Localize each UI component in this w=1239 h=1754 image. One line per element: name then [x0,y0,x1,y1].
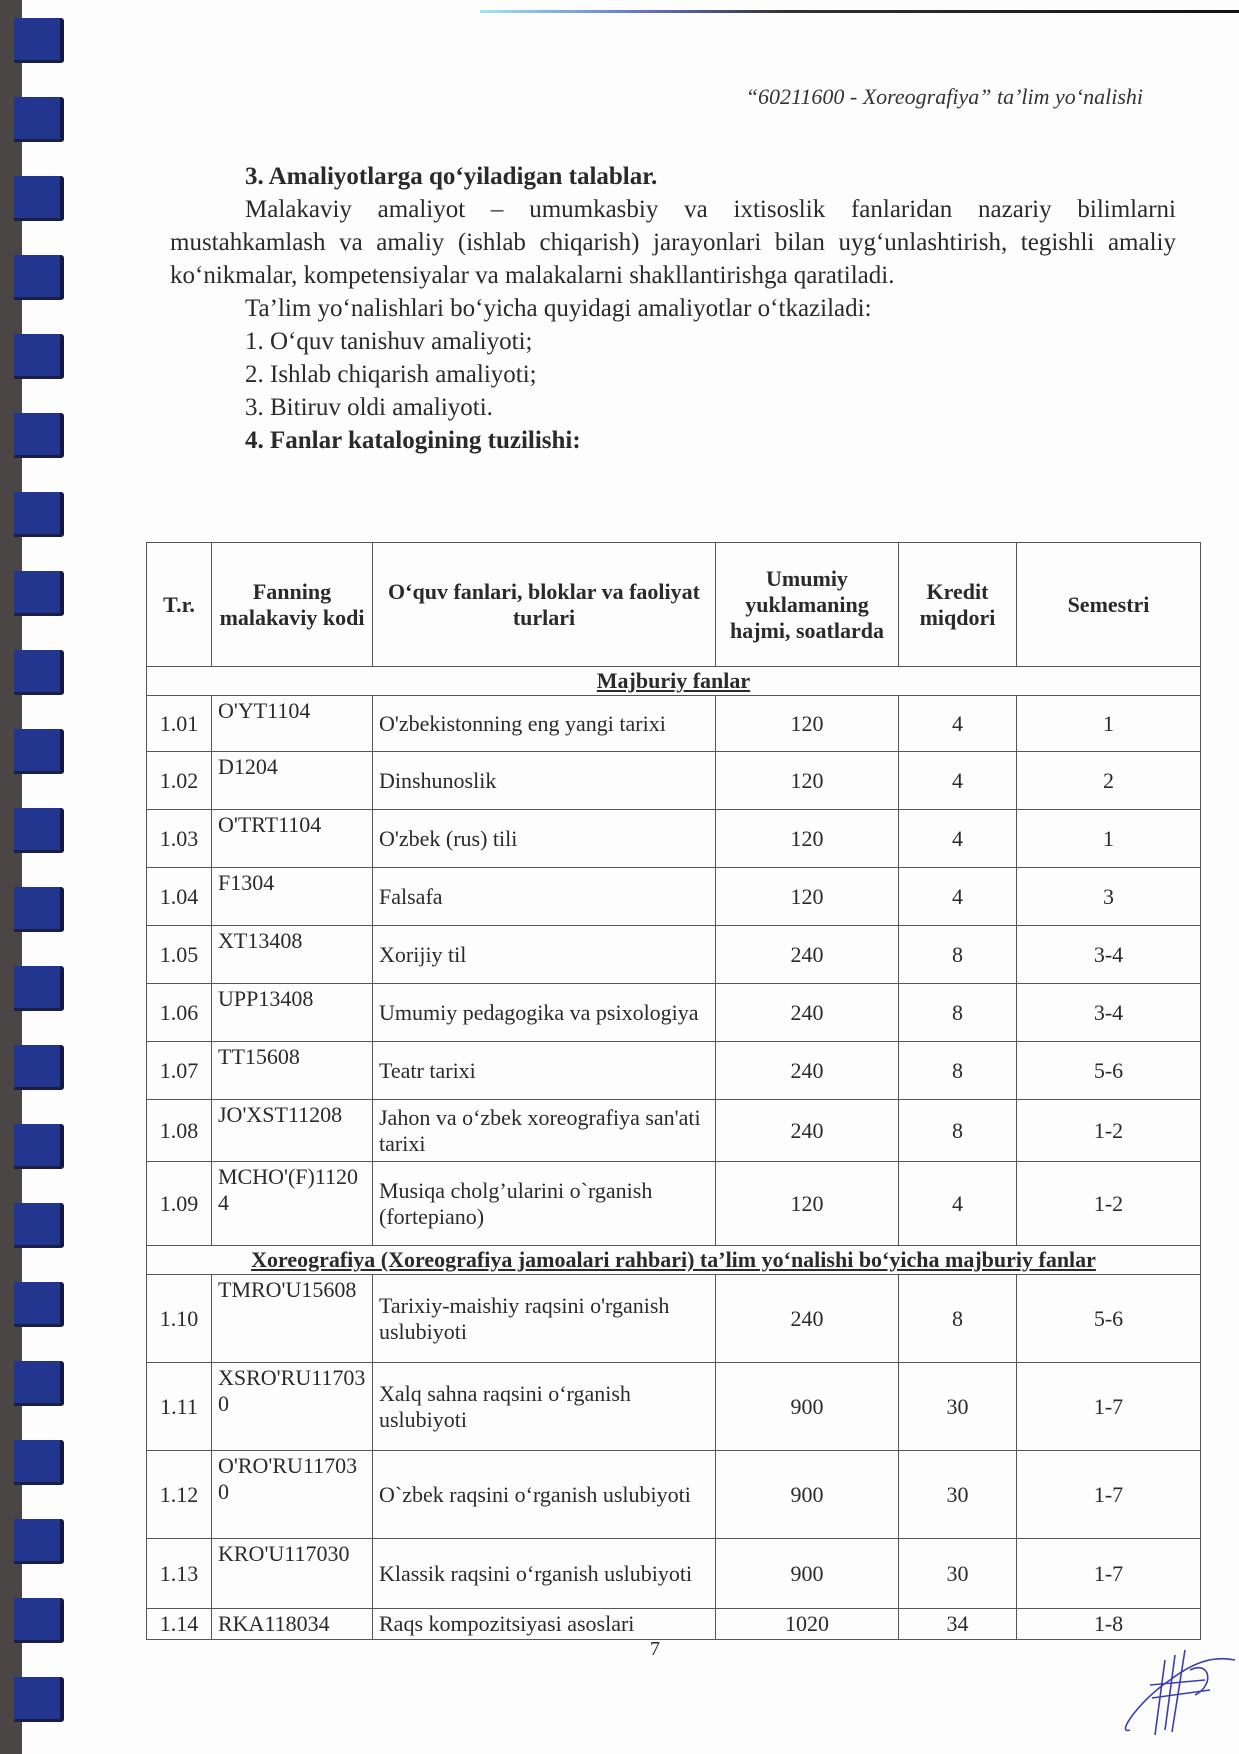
table-row [147,1100,1201,1162]
cell-hours: 1020 [716,1609,899,1640]
cell-credits: 8 [899,1042,1017,1100]
cell-code: O'RO'RU117030 [212,1451,373,1539]
cell-code: TT15608 [212,1042,373,1100]
binding-ring [14,808,64,853]
cell-credits: 8 [899,926,1017,984]
cell-code: KRO'U117030 [212,1539,373,1609]
table-row [147,1539,1201,1609]
cell-semester: 1 [1017,810,1201,868]
table-row [147,1609,1201,1640]
practice-intro: Ta’lim yo‘nalishlari bo‘yicha quyidagi amaliyotlar o‘tkaziladi: [245,295,872,322]
cell-credits: 4 [899,1162,1017,1246]
binding-ring [14,334,64,379]
cell-semester: 1-7 [1017,1363,1201,1451]
cell-hours: 240 [716,1100,899,1162]
table-header-row [147,543,1201,667]
cell-code: XSRO'RU117030 [212,1363,373,1451]
binding-ring [14,413,64,458]
cell-number: 1.05 [147,926,212,984]
header-hours: Umumiy yuklamaning hajmi, soatlarda [716,543,899,667]
subject-catalog-table-wrapper [146,542,1201,1640]
cell-credits: 4 [899,696,1017,752]
binding-ring [14,966,64,1011]
binding-ring [14,729,64,774]
binding-ring [14,18,64,63]
cell-code: O'TRT1104 [212,810,373,868]
header-tr: T.r. [147,543,212,667]
cell-semester: 1-7 [1017,1451,1201,1539]
cell-credits: 8 [899,984,1017,1042]
cell-credits: 30 [899,1539,1017,1609]
cell-credits: 8 [899,1275,1017,1363]
cell-semester: 2 [1017,752,1201,810]
cell-number: 1.11 [147,1363,212,1451]
cell-semester: 1-8 [1017,1609,1201,1640]
section-4-heading: 4. Fanlar katalogining tuzilishi: [245,427,581,454]
cell-number: 1.09 [147,1162,212,1246]
cell-number: 1.03 [147,810,212,868]
binding-ring [14,1203,64,1248]
header-semester: Semestri [1017,543,1201,667]
cell-code: TMRO'U15608 [212,1275,373,1363]
cell-semester: 5-6 [1017,1042,1201,1100]
cell-subject: Falsafa [373,868,716,926]
binding-ring [14,1519,64,1564]
cell-subject: Umumiy pedagogika va psixologiya [373,984,716,1042]
binding-ring [14,97,64,142]
binding-ring [14,1440,64,1485]
cell-subject: Xorijiy til [373,926,716,984]
binding-ring [14,492,64,537]
practice-item: 3. Bitiruv oldi amaliyoti. [245,394,493,421]
subject-catalog-table [146,542,1201,1640]
header-subject: O‘quv fanlari, bloklar va faoliyat turlari [373,543,716,667]
table-row [147,752,1201,810]
cell-hours: 240 [716,1042,899,1100]
section-row [147,667,1201,696]
binding-ring [14,650,64,695]
cell-hours: 240 [716,984,899,1042]
cell-subject: O'zbekistonning eng yangi tarixi [373,696,716,752]
top-rule-line [480,10,1239,13]
section-title: Xoreografiya (Xoreografiya jamoalari rahbari) ta’lim yo‘nalishi bo‘yicha majburiy fanlar [251,1247,1096,1272]
table-row [147,1162,1201,1246]
cell-hours: 900 [716,1363,899,1451]
page-number: 7 [650,1638,660,1660]
table-row [147,926,1201,984]
cell-code: F1304 [212,868,373,926]
cell-number: 1.10 [147,1275,212,1363]
table-row [147,1042,1201,1100]
cell-semester: 1 [1017,696,1201,752]
cell-hours: 120 [716,752,899,810]
cell-semester: 1-7 [1017,1539,1201,1609]
spiral-binding [0,0,60,1754]
cell-number: 1.01 [147,696,212,752]
cell-subject: Dinshunoslik [373,752,716,810]
binding-ring [14,571,64,616]
cell-hours: 900 [716,1451,899,1539]
cell-code: JO'XST11208 [212,1100,373,1162]
cell-semester: 1-2 [1017,1162,1201,1246]
signature-icon [1110,1640,1239,1740]
cell-number: 1.12 [147,1451,212,1539]
cell-hours: 240 [716,926,899,984]
cell-number: 1.08 [147,1100,212,1162]
cell-subject: O'zbek (rus) tili [373,810,716,868]
practice-item: 2. Ishlab chiqarish amaliyoti; [245,361,537,388]
cell-number: 1.13 [147,1539,212,1609]
table-row [147,696,1201,752]
cell-subject: Teatr tarixi [373,1042,716,1100]
binding-ring [14,1124,64,1169]
binding-ring [14,176,64,221]
table-row [147,868,1201,926]
section-title-cell [147,1246,1201,1275]
cell-subject: Tarixiy-maishiy raqsini o'rganish uslubiyoti [373,1275,716,1363]
table-row [147,1451,1201,1539]
section-3-heading: 3. Amaliyotlarga qo‘yiladigan talablar. [245,163,658,190]
cell-code: D1204 [212,752,373,810]
cell-subject: Xalq sahna raqsini o‘rganish uslubiyoti [373,1363,716,1451]
cell-hours: 120 [716,868,899,926]
cell-subject: Klassik raqsini o‘rganish uslubiyoti [373,1539,716,1609]
cell-credits: 4 [899,810,1017,868]
cell-subject: Musiqa cholg’ularini o`rganish (fortepiano) [373,1162,716,1246]
header-code: Fanning malakaviy kodi [212,543,373,667]
binding-ring [14,1361,64,1406]
cell-credits: 8 [899,1100,1017,1162]
section-title: Majburiy fanlar [596,668,751,693]
cell-subject: Jahon va o‘zbek xoreografiya san'ati tarixi [373,1100,716,1162]
table-row [147,810,1201,868]
cell-credits: 34 [899,1609,1017,1640]
cell-hours: 120 [716,810,899,868]
practice-item: 1. O‘quv tanishuv amaliyoti; [245,328,533,355]
binding-ring [14,1045,64,1090]
cell-semester: 3 [1017,868,1201,926]
cell-hours: 240 [716,1275,899,1363]
section-title-cell [147,667,1201,696]
binding-ring [14,1282,64,1327]
cell-number: 1.04 [147,868,212,926]
binding-ring [14,1677,64,1722]
cell-number: 1.14 [147,1609,212,1640]
cell-semester: 3-4 [1017,984,1201,1042]
cell-credits: 4 [899,752,1017,810]
cell-subject: O`zbek raqsini o‘rganish uslubiyoti [373,1451,716,1539]
cell-code: UPP13408 [212,984,373,1042]
cell-credits: 30 [899,1363,1017,1451]
binding-ring [14,1598,64,1643]
cell-code: XT13408 [212,926,373,984]
cell-code: RKA118034 [212,1609,373,1640]
cell-number: 1.02 [147,752,212,810]
cell-hours: 900 [716,1539,899,1609]
cell-code: MCHO'(F)11204 [212,1162,373,1246]
cell-hours: 120 [716,696,899,752]
cell-number: 1.06 [147,984,212,1042]
running-header: “60211600 - Xoreografiya” ta’lim yo‘nalishi [745,84,1143,109]
cell-hours: 120 [716,1162,899,1246]
section-3-paragraph: Malakaviy amaliyot – umumkasbiy va ixtisoslik fanlaridan nazariy bilimlarni mustahkamlash va amaliy (ishlab chiqarish) jarayonlari bilan uyg‘unlashtirish, tegishli amaliy ko‘nikmalar, kompetensiyalar va malakalarni shakllantirishga qaratiladi. [170,196,1176,289]
table-row [147,984,1201,1042]
cell-semester: 3-4 [1017,926,1201,984]
cell-credits: 4 [899,868,1017,926]
table-row [147,1275,1201,1363]
cell-semester: 1-2 [1017,1100,1201,1162]
body-text [170,160,1176,457]
cell-semester: 5-6 [1017,1275,1201,1363]
cell-subject: Raqs kompozitsiyasi asoslari [373,1609,716,1640]
binding-ring [14,255,64,300]
cell-code: O'YT1104 [212,696,373,752]
cell-credits: 30 [899,1451,1017,1539]
binding-ring [14,887,64,932]
cell-number: 1.07 [147,1042,212,1100]
section-row [147,1246,1201,1275]
table-row [147,1363,1201,1451]
header-credits: Kredit miqdori [899,543,1017,667]
